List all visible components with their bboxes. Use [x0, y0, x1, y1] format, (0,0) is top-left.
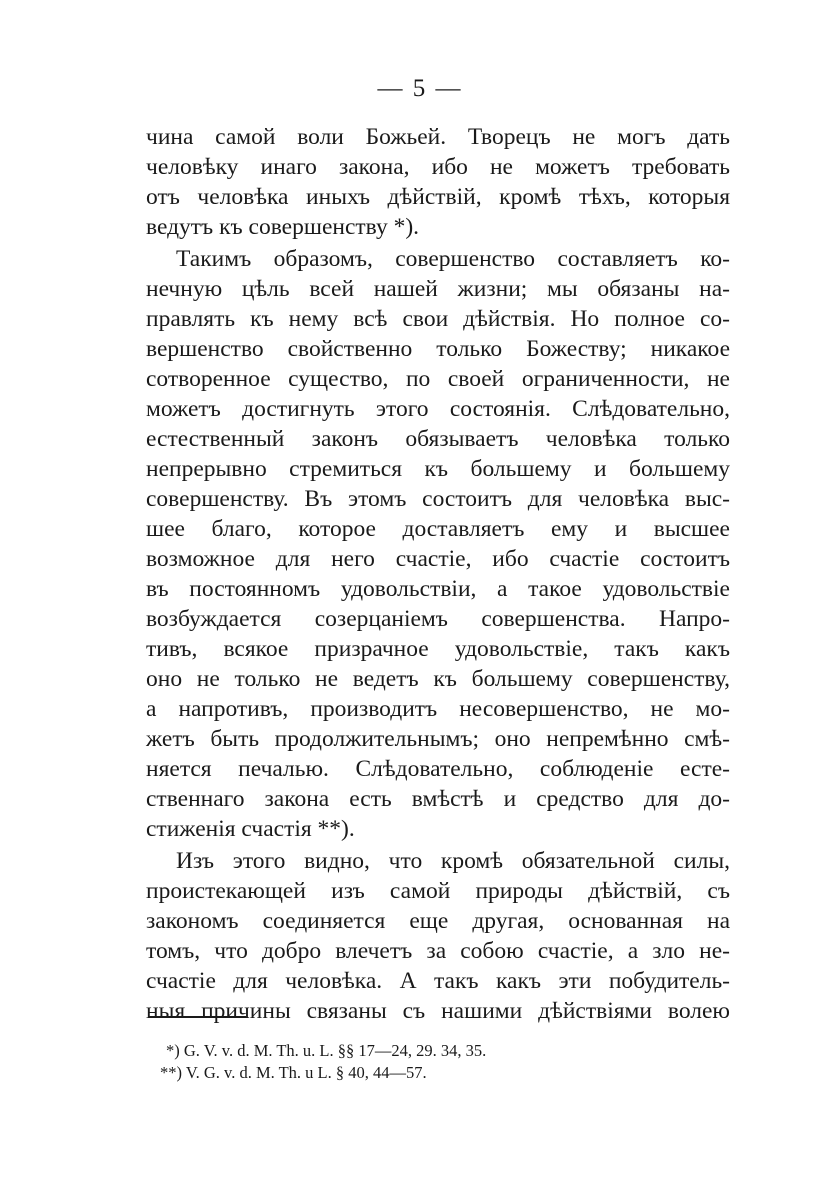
- text-line: томъ, что добро влечетъ за собою счастіе, а зло не-: [146, 938, 730, 964]
- text-line: тивъ, всякое призрачное удовольствіе, такъ какъ: [146, 636, 730, 662]
- text-line: правлять къ нему всѣ свои дѣйствія. Но полное со-: [146, 306, 730, 332]
- text-line: человѣку инаго закона, ибо не можетъ требовать: [146, 154, 730, 180]
- text-line: нечную цѣль всей нашей жизни; мы обязаны на-: [146, 276, 730, 302]
- text-line: отъ человѣка иныхъ дѣйствій, кромѣ тѣхъ, которыя: [146, 184, 730, 210]
- text-line: совершенству. Въ этомъ состоитъ для человѣка выс-: [146, 486, 730, 512]
- text-line: чина самой воли Божьей. Творецъ не могъ дать: [146, 124, 730, 150]
- text-line: ныя причины связаны съ нашими дѣйствіями волею: [146, 998, 730, 1024]
- text-line: закономъ соединяется еще другая, основанная на: [146, 908, 730, 934]
- text-line: оно не только не ведетъ къ большему совершенству,: [146, 666, 730, 692]
- text-line: счастіе для человѣка. А такъ какъ эти побудитель-: [146, 968, 730, 994]
- text-line: сотворенное существо, по своей ограниченности, не: [146, 366, 730, 392]
- text-line: жетъ быть продолжительнымъ; оно непремѣнно смѣ-: [146, 726, 730, 752]
- text-line: естественный законъ обязываетъ человѣка только: [146, 426, 730, 452]
- text-line: стиженія счастія **).: [146, 816, 355, 842]
- footnote: **) V. G. v. d. M. Th. u L. § 40, 44—57.: [160, 1063, 427, 1082]
- footnote-divider: [148, 1016, 246, 1018]
- footnote: *) G. V. v. d. M. Th. u. L. §§ 17—24, 29. 34, 35.: [166, 1041, 487, 1060]
- text-line: Изъ этого видно, что кромѣ обязательной силы,: [176, 848, 730, 874]
- text-line: ственнаго закона есть вмѣстѣ и средство для до-: [146, 786, 730, 812]
- text-line: проистекающей изъ самой природы дѣйствій, съ: [146, 878, 730, 904]
- text-line: въ постоянномъ удовольствіи, а такое удовольствіе: [146, 576, 730, 602]
- text-line: возможное для него счастіе, ибо счастіе состоитъ: [146, 546, 730, 572]
- text-line: ведутъ къ совершенству *).: [146, 214, 420, 240]
- page-number: — 5 —: [377, 75, 463, 102]
- text-line: вершенство свойственно только Божеству; никакое: [146, 336, 730, 362]
- text-line: возбуждается созерцаніемъ совершенства. Напро-: [146, 606, 730, 632]
- text-line: шее благо, которое доставляетъ ему и высшее: [146, 516, 730, 542]
- text-line: Такимъ образомъ, совершенство составляетъ ко-: [176, 246, 730, 272]
- text-line: непрерывно стремиться къ большему и большему: [146, 456, 730, 482]
- text-line: а напротивъ, производитъ несовершенство, не мо-: [146, 696, 730, 722]
- text-line: няется печалью. Слѣдовательно, соблюденіе есте-: [146, 756, 730, 782]
- text-line: можетъ достигнуть этого состоянія. Слѣдовательно,: [146, 396, 730, 422]
